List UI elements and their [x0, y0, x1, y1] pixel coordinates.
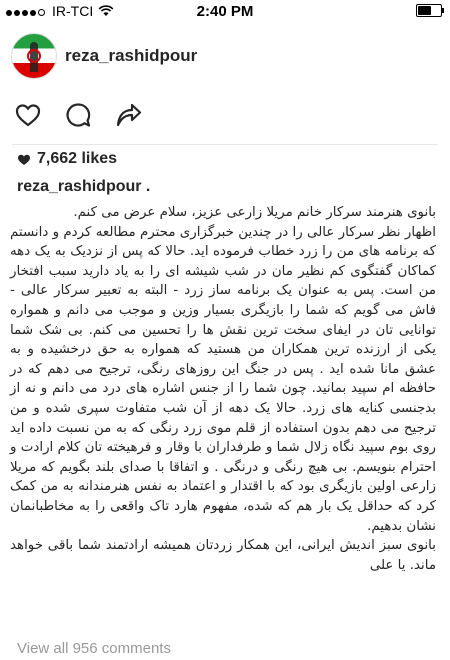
status-time: 2:40 PM — [196, 3, 254, 20]
divider — [12, 144, 438, 145]
heart-icon[interactable] — [14, 101, 42, 129]
caption-username[interactable]: reza_rashidpour . — [17, 178, 151, 195]
battery-icon — [416, 4, 442, 17]
caption-line: بانوی هنرمند سرکار خانم مریلا زارعی عزیز، سلام عرض می کنم. — [73, 205, 436, 220]
status-right — [416, 4, 442, 17]
comment-icon[interactable] — [64, 101, 92, 129]
avatar[interactable] — [11, 33, 57, 79]
heart-filled-icon — [17, 153, 31, 166]
post-username[interactable]: reza_rashidpour — [65, 46, 198, 65]
caption-text — [10, 203, 436, 575]
likes-count[interactable] — [17, 150, 117, 168]
view-all-comments-link[interactable]: View all 956 comments — [17, 640, 171, 657]
share-icon[interactable] — [114, 101, 142, 129]
status-bar — [0, 0, 450, 22]
post-header — [0, 30, 450, 85]
likes-text: 7,662 likes — [37, 150, 118, 167]
caption-line: بانوی سبز اندیش ایرانی، این همکار زردتان همیشه ارادتمند شما باقی خواهد ماند. یا علی — [10, 538, 436, 573]
caption-line: اظهار نظر سرکار عالی را در چندین خبرگزاری محترم مطالعه کردم و دانستم که برنامه های من را زرد خطاب فرموده اید. حالا که پس از نزدیک به یک دهه کماکان گفتگوی کم نظیر مان در شب شیشه ای را به یاد دارید سبب افتخار من است. پس به عنوان یک برنامه ساز زرد - البته به تعبیر سرکار عالی - فاش می گویم که شما را بازیگری بسیار وزین و موجب می دانم و همواره توانایی تان در ایفای سخت ترین نقش ها را تحسین می کنم. بی شک شما یکی از ارزنده ترین همکاران من هستید که همواره به حق درخشیده و به عشق مانا شده اید . پس در جنگ این روزهای رنگی، ترجیح می دهم که در حافظه ام سپید بمانید. چون شما را از جنس اشاره های درد می دانم و نه از بدجنسی کنایه های زرد. حالا یک دهه از آن شب متفاوت سپری شده و من ترجیح می دهم بدون استفاده از قلم موی زرد رنگی که به من نسبت داده اید روی بوم سپید نگاه زلال شما و طرفداران با وقار و فرهیخته تان کلام ارادت و احترام بنویسم. بی هیچ رنگی و درنگی . و اتفاقا با صدای بلند بگویم که مریلا زارعی اولین بازیگری بود که با اقتدار و اعتماد به نفس هنرمندانه به من کمک کرد که حداقل یک بار هم که شده، مفهوم هارد تاک واقعی را به مخاطبانمان نشان بدهیم. — [10, 224, 436, 534]
action-bar — [0, 95, 450, 135]
carrier-name: IR-TCI — [52, 3, 94, 19]
